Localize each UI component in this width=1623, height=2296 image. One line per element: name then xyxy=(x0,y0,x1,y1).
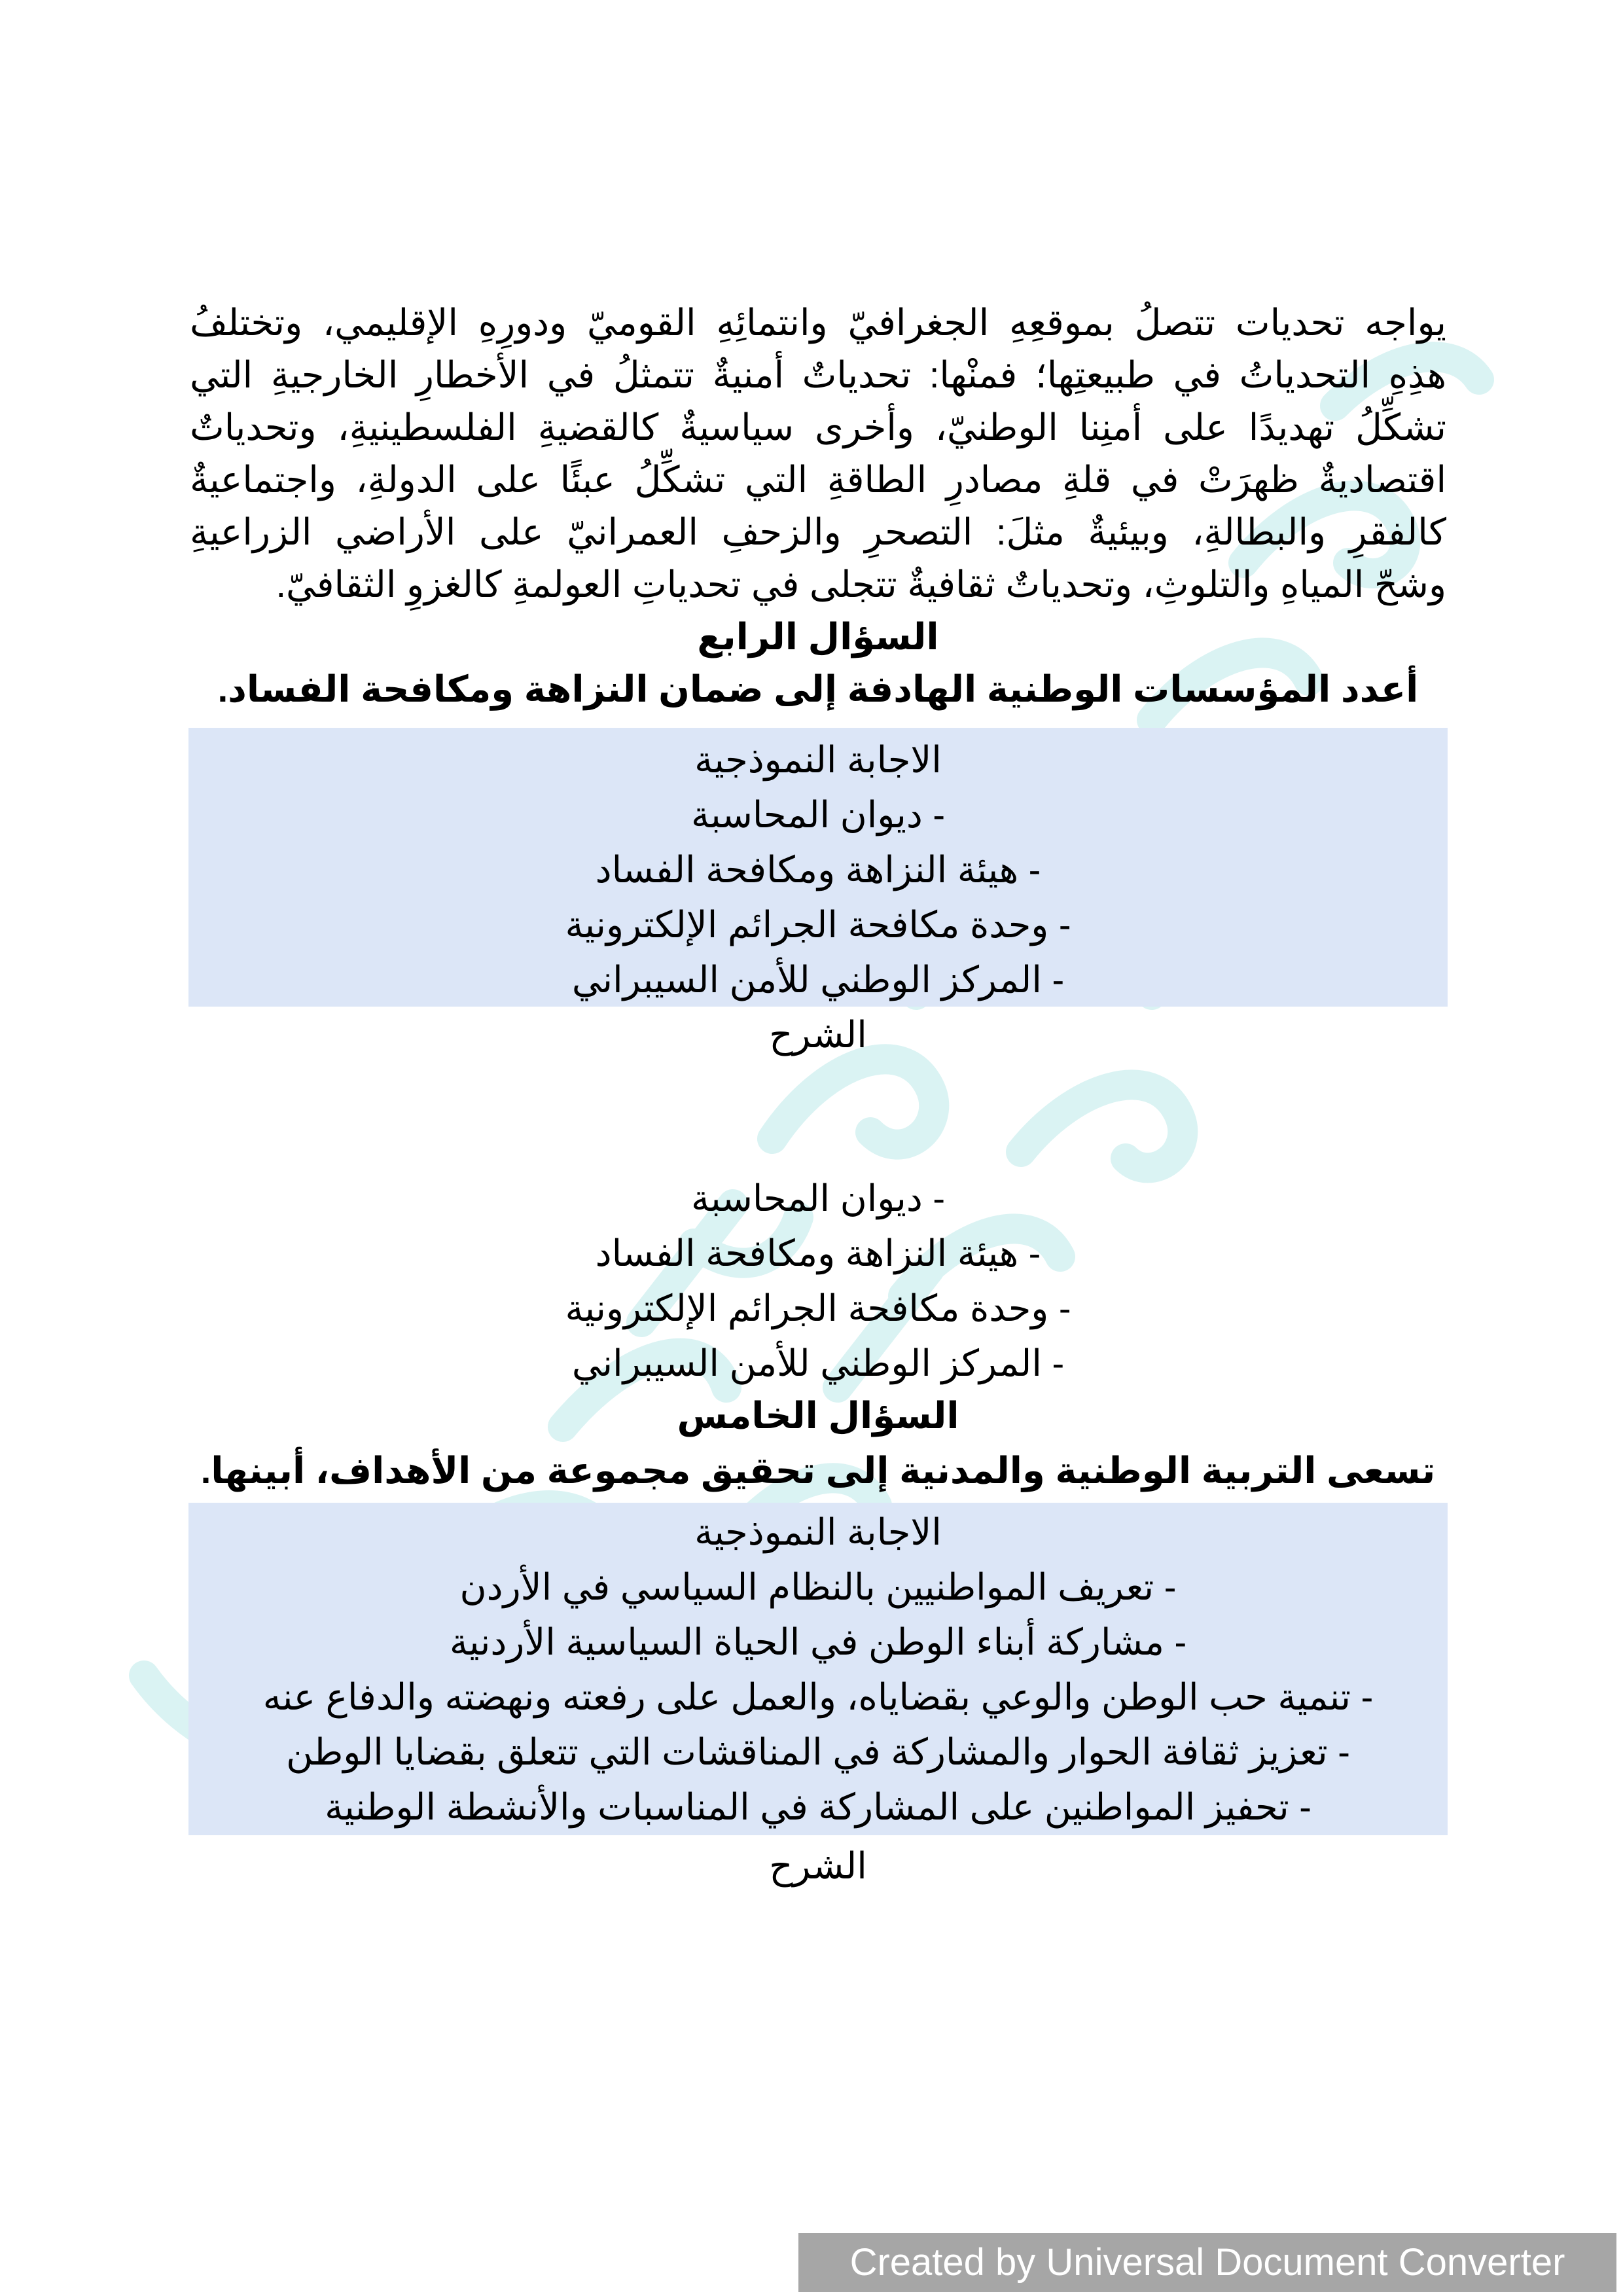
q4-explanation-label: الشرح xyxy=(769,1014,867,1055)
q5-answer-3: - تنمية حب الوطن والوعي بقضاياه، والعمل على رفعته ونهضته والدفاع عنه xyxy=(262,1676,1374,1717)
intro-line-1: يواجه تحديات تتصلُ بموقعِهِ الجغرافيّ وانتمائِهِ القوميّ ودورِهِ الإقليمي، وتختلفُ xyxy=(190,302,1446,343)
q5-heading: السؤال الخامس xyxy=(677,1395,959,1436)
q4-answer-1: - ديوان المحاسبة xyxy=(691,794,945,835)
q5-explanation-label: الشرح xyxy=(769,1845,867,1886)
converter-footer-banner: Created by Universal Document Converter xyxy=(798,2233,1616,2292)
q5-answer-title: الاجابة النموذجية xyxy=(694,1511,942,1552)
intro-line-5: كالفقرِ والبطالةِ، وبيئيةٌ مثلَ: التصحرِ والزحفِ العمرانيّ على الأراضي الزراعيةِ xyxy=(190,511,1446,552)
q4-answer-3: - وحدة مكافحة الجرائم الإلكترونية xyxy=(565,904,1071,945)
q4-answer-title: الاجابة النموذجية xyxy=(694,739,942,780)
intro-line-3: تشكِّلُ تهديدًا على أمنِنا الوطنيّ، وأخرى سياسيةٌ كالقضيةِ الفلسطينيةِ، وتحدياتٌ xyxy=(190,406,1446,448)
q4-answer-4: - المركز الوطني للأمن السيبراني xyxy=(571,959,1065,1000)
q4-explanation-1: - ديوان المحاسبة xyxy=(691,1177,945,1219)
q4-explanation-4: - المركز الوطني للأمن السيبراني xyxy=(571,1342,1065,1384)
q4-answer-2: - هيئة النزاهة ومكافحة الفساد xyxy=(595,849,1041,890)
q5-answer-5: - تحفيز المواطنين على المشاركة في المناسبات والأنشطة الوطنية xyxy=(325,1786,1311,1827)
q4-explanation-3: - وحدة مكافحة الجرائم الإلكترونية xyxy=(565,1287,1071,1329)
intro-line-4: اقتصاديةٌ ظهرَتْ في قلةِ مصادرِ الطاقةِ التي تشكِّلُ عبئًا على الدولةِ، واجتماعيةٌ xyxy=(190,459,1446,500)
q5-question: تسعى التربية الوطنية والمدنية إلى تحقيق مجموعة من الأهداف، أبينها. xyxy=(200,1450,1436,1491)
q5-answer-4: - تعزيز ثقافة الحوار والمشاركة في المناقشات التي تتعلق بقضايا الوطن xyxy=(286,1731,1350,1772)
q4-question: أعدد المؤسسات الوطنية الهادفة إلى ضمان النزاهة ومكافحة الفساد. xyxy=(217,668,1419,709)
intro-line-2: هذِهِ التحدياتُ في طبيعتِها؛ فمنْها: تحدياتٌ أمنيةٌ تتمثلُ في الأخطارِ الخارجيةِ التي xyxy=(190,354,1446,395)
q5-answer-1: - تعريف المواطنيين بالنظام السياسي في الأردن xyxy=(459,1566,1177,1607)
q5-answer-2: - مشاركة أبناء الوطن في الحياة السياسية الأردنية xyxy=(449,1621,1187,1662)
q4-heading: السؤال الرابع xyxy=(697,616,939,657)
intro-line-6: وشحّ المياهِ والتلوثِ، وتحدياتٌ ثقافيةٌ تتجلى في تحدياتِ العولمةِ كالغزوِ الثقافيّ. xyxy=(276,564,1446,605)
q4-explanation-2: - هيئة النزاهة ومكافحة الفساد xyxy=(595,1232,1041,1274)
